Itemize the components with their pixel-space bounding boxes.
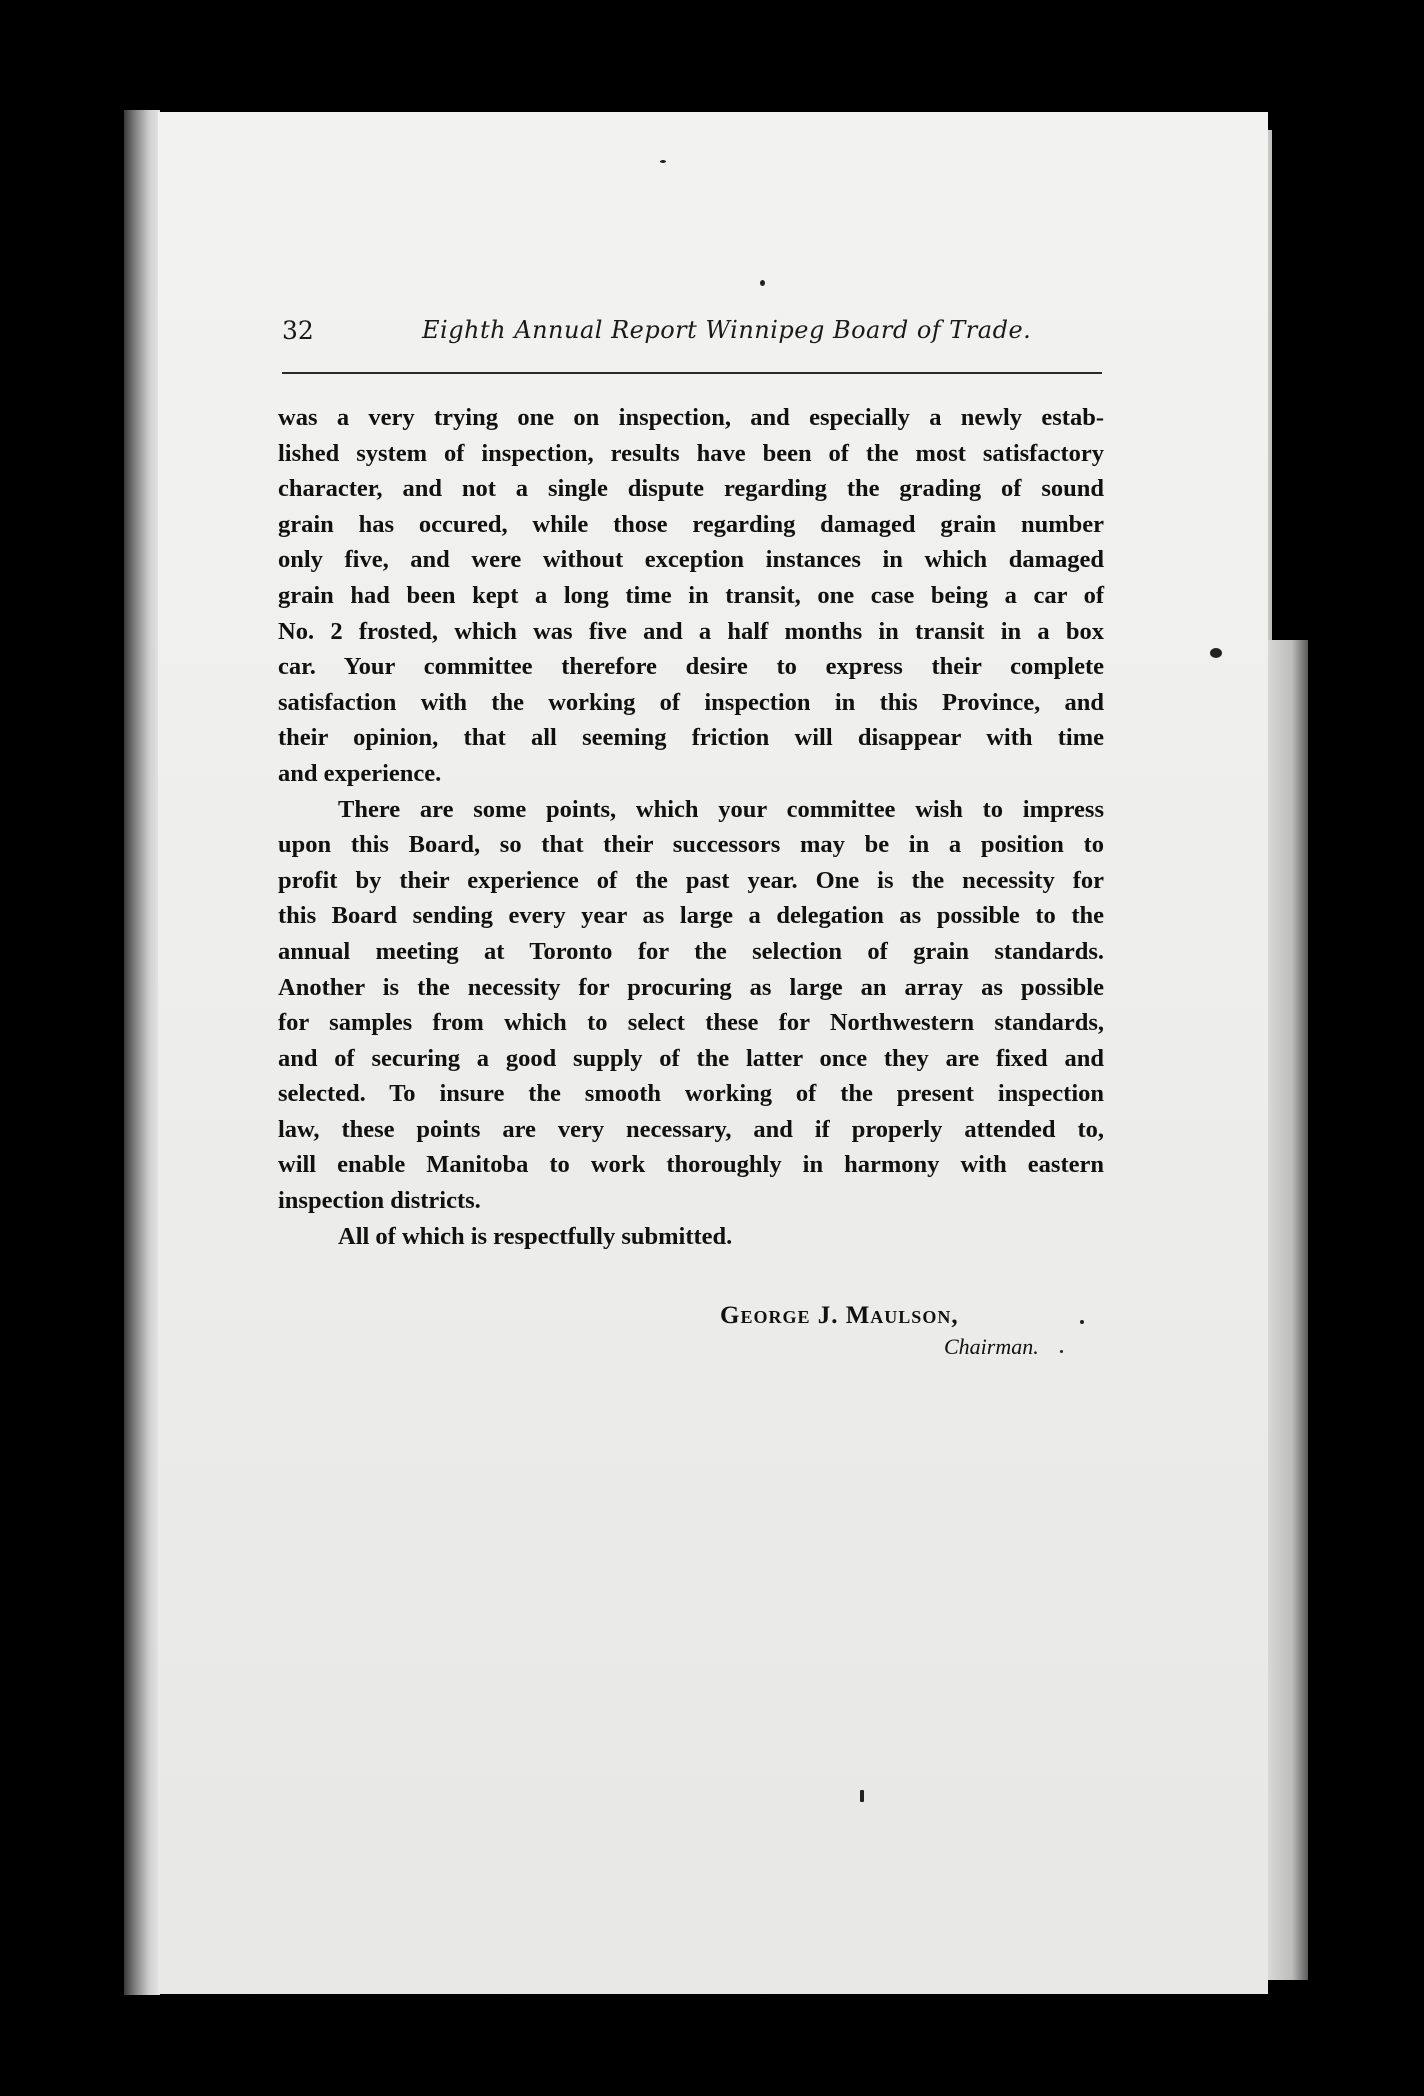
scan-speck bbox=[860, 1790, 864, 1802]
signature-block bbox=[720, 1302, 1080, 1360]
signatory-name: George J. Maulson, bbox=[720, 1302, 959, 1329]
text-line: law, these points are very necessary, and if properly attended to, bbox=[278, 1115, 1104, 1143]
scan-speck bbox=[1210, 648, 1222, 658]
book-gutter bbox=[124, 110, 160, 1995]
next-leaf-edge bbox=[1268, 640, 1308, 1980]
text-line: character, and not a single dispute regarding the grading of sound bbox=[278, 475, 1104, 503]
text-line: their opinion, that all seeming friction will disappear with time bbox=[278, 724, 1104, 752]
text-line: profit by their experience of the past year. One is the necessity for bbox=[278, 866, 1104, 894]
text-line: will enable Manitoba to work thoroughly in harmony with eastern bbox=[278, 1151, 1104, 1179]
scan-speck bbox=[660, 160, 666, 163]
text-line: No. 2 frosted, which was five and a half months in transit in a box bbox=[278, 617, 1104, 645]
text-line: satisfaction with the working of inspection in this Province, and bbox=[278, 688, 1104, 716]
running-title: Eighth Annual Report Winnipeg Board of Trade. bbox=[422, 316, 1032, 344]
text-line: selected. To insure the smooth working of the present inspection bbox=[278, 1080, 1104, 1108]
text-line: grain had been kept a long time in transit, one case being a car of bbox=[278, 581, 1104, 609]
running-head bbox=[282, 316, 1102, 360]
paragraph-start-line: There are some points, which your committee wish to impress bbox=[338, 795, 1104, 823]
closing-line: All of which is respectfully submitted. bbox=[338, 1222, 733, 1250]
page-number: 32 bbox=[282, 316, 314, 345]
scan-speck bbox=[1060, 1350, 1063, 1353]
text-line: inspection districts. bbox=[278, 1187, 481, 1215]
text-line: and experience. bbox=[278, 759, 442, 787]
text-line: annual meeting at Toronto for the selection of grain standards. bbox=[278, 937, 1104, 965]
text-line: for samples from which to select these for Northwestern standards, bbox=[278, 1009, 1104, 1037]
text-line: car. Your committee therefore desire to express their complete bbox=[278, 653, 1104, 681]
header-rule bbox=[282, 372, 1102, 374]
text-line: Another is the necessity for procuring as large an array as possible bbox=[278, 973, 1104, 1001]
text-line: lished system of inspection, results have been of the most satisfactory bbox=[278, 439, 1104, 467]
body-text bbox=[278, 400, 1104, 1254]
text-line: and of securing a good supply of the latter once they are fixed and bbox=[278, 1044, 1104, 1072]
text-line: upon this Board, so that their successors may be in a position to bbox=[278, 831, 1104, 859]
scan-speck bbox=[1080, 1320, 1084, 1324]
signatory-title: Chairman. bbox=[944, 1334, 1039, 1359]
text-line: was a very trying one on inspection, and especially a newly estab- bbox=[278, 404, 1104, 431]
scan-speck bbox=[760, 280, 765, 286]
text-line: this Board sending every year as large a delegation as possible to the bbox=[278, 902, 1104, 930]
text-line: grain has occured, while those regarding damaged grain number bbox=[278, 510, 1104, 538]
text-line: only five, and were without exception instances in which damaged bbox=[278, 546, 1104, 574]
